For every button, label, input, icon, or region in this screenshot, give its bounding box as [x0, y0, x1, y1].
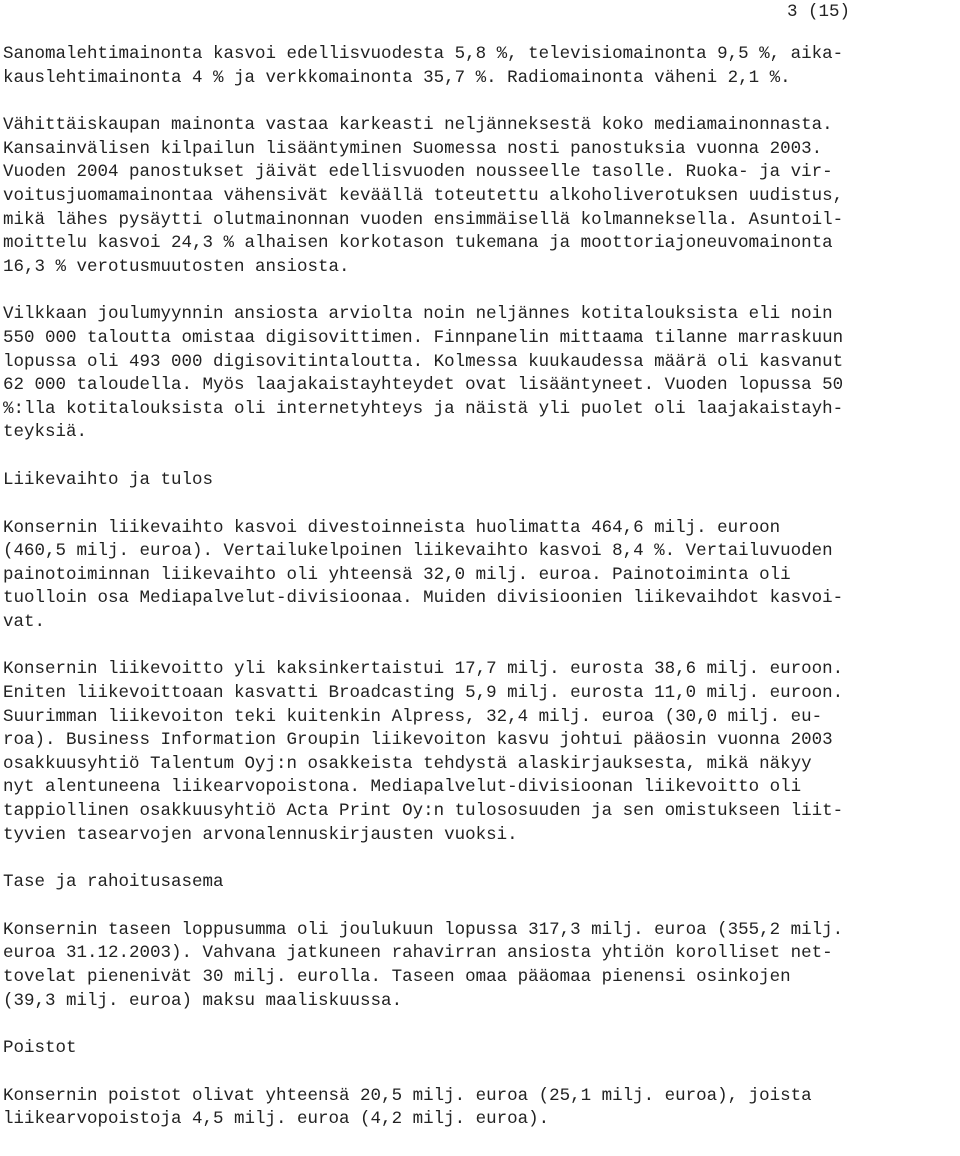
text-line: Suurimman liikevoiton teki kuitenkin Alpress, 32,4 milj. euroa (30,0 milj. eu-: [3, 706, 823, 727]
text-line: Vilkkaan joulumyynnin ansiosta arviolta noin neljännes kotitalouksista eli noin: [3, 304, 833, 325]
text-line: %:lla kotitalouksista oli internetyhteys ja näistä yli puolet oli laajakaistayh-: [3, 398, 844, 419]
text-line: 550 000 taloutta omistaa digisovittimen. Finnpanelin mittaama tilanne marraskuun: [3, 327, 844, 348]
text-line: (460,5 milj. euroa). Vertailukelpoinen liikevaihto kasvoi 8,4 %. Vertailuvuoden: [3, 541, 833, 562]
section-heading: [3, 469, 958, 493]
text-line: tyvien tasearvojen arvonalennuskirjausten vuoksi.: [3, 824, 518, 845]
text-line: Eniten liikevoittoaan kasvatti Broadcasting 5,9 milj. eurosta 11,0 milj. euroon.: [3, 683, 844, 704]
section-heading: [3, 871, 958, 895]
text-line: (39,3 milj. euroa) maksu maaliskuussa.: [3, 990, 403, 1011]
text-line: Sanomalehtimainonta kasvoi edellisvuodesta 5,8 %, televisiomainonta 9,5 %, aika-: [3, 44, 844, 64]
text-line: teyksiä.: [3, 422, 88, 443]
paragraph: [3, 517, 958, 635]
text-line: Konsernin poistot olivat yhteensä 20,5 milj. euroa (25,1 milj. euroa), joista: [3, 1085, 812, 1106]
page-number: 3 (15): [786, 2, 850, 22]
text-line: euroa 31.12.2003). Vahvana jatkuneen rahavirran ansiosta yhtiön korolliset net-: [3, 943, 833, 964]
text-line: osakkuusyhtiö Talentum Oyj:n osakkeista tehdystä alaskirjauksesta, mikä näkyy: [3, 753, 812, 774]
text-line: Konsernin liikevaihto kasvoi divestoinneista huolimatta 464,6 milj. euroon: [3, 517, 781, 538]
text-line: liikearvopoistoja 4,5 milj. euroa (4,2 milj. euroa).: [3, 1109, 550, 1130]
heading-text: Tase ja rahoitusasema: [3, 872, 224, 893]
text-line: roa). Business Information Groupin liikevoiton kasvu johtui pääosin vuonna 2003: [3, 730, 833, 751]
text-line: voitusjuomamainontaa vähensivät keväällä toteutettu alkoholiverotuksen uudistus,: [3, 185, 844, 206]
paragraph: [3, 43, 958, 90]
document-body: [3, 43, 958, 1156]
text-line: 62 000 taloudella. Myös laajakaistayhteydet ovat lisääntyneet. Vuoden lopussa 50: [3, 375, 844, 396]
paragraph: [3, 114, 958, 279]
text-line: Vuoden 2004 panostukset jäivät edellisvuoden nousseelle tasolle. Ruoka- ja vir-: [3, 162, 833, 183]
text-line: 16,3 % verotusmuutosten ansiosta.: [3, 256, 350, 277]
paragraph: [3, 303, 958, 445]
text-line: mikä lähes pysäytti olutmainonnan vuoden ensimmäisellä kolmanneksella. Asuntoil-: [3, 209, 844, 230]
heading-text: Liikevaihto ja tulos: [3, 469, 214, 490]
paragraph: [3, 1085, 958, 1132]
text-line: tovelat pienenivät 30 milj. eurolla. Taseen omaa pääomaa pienensi osinkojen: [3, 967, 791, 987]
section-heading: [3, 1037, 958, 1061]
text-line: Kansainvälisen kilpailun lisääntyminen Suomessa nosti panostuksia vuonna 2003.: [3, 138, 823, 159]
text-line: lopussa oli 493 000 digisovitintaloutta. Kolmessa kuukaudessa määrä oli kasvanut: [3, 351, 844, 372]
text-line: vat.: [3, 611, 46, 632]
text-line: Konsernin liikevoitto yli kaksinkertaistui 17,7 milj. eurosta 38,6 milj. euroon.: [3, 659, 844, 680]
paragraph: [3, 658, 958, 847]
paragraph: [3, 919, 958, 1013]
text-line: Vähittäiskaupan mainonta vastaa karkeasti neljänneksestä koko mediamainonnasta.: [3, 115, 833, 136]
text-line: moittelu kasvoi 24,3 % alhaisen korkotason tukemana ja moottoriajoneuvomainonta: [3, 233, 833, 254]
text-line: Konsernin taseen loppusumma oli joulukuun lopussa 317,3 milj. euroa (355,2 milj.: [3, 919, 844, 940]
text-line: tappiollinen osakkuusyhtiö Acta Print Oy:n tulososuuden ja sen omistukseen liit-: [3, 801, 844, 822]
text-line: nyt alentuneena liikearvopoistona. Mediapalvelut-divisioonan liikevoitto oli: [3, 777, 802, 798]
text-line: tuolloin osa Mediapalvelut-divisioonaa. Muiden divisioonien liikevaihdot kasvoi-: [3, 588, 844, 609]
heading-text: Poistot: [3, 1038, 77, 1059]
text-line: painotoiminnan liikevaihto oli yhteensä 32,0 milj. euroa. Painotoiminta oli: [3, 564, 791, 585]
text-line: kauslehtimainonta 4 % ja verkkomainonta 35,7 %. Radiomainonta väheni 2,1 %.: [3, 67, 791, 88]
